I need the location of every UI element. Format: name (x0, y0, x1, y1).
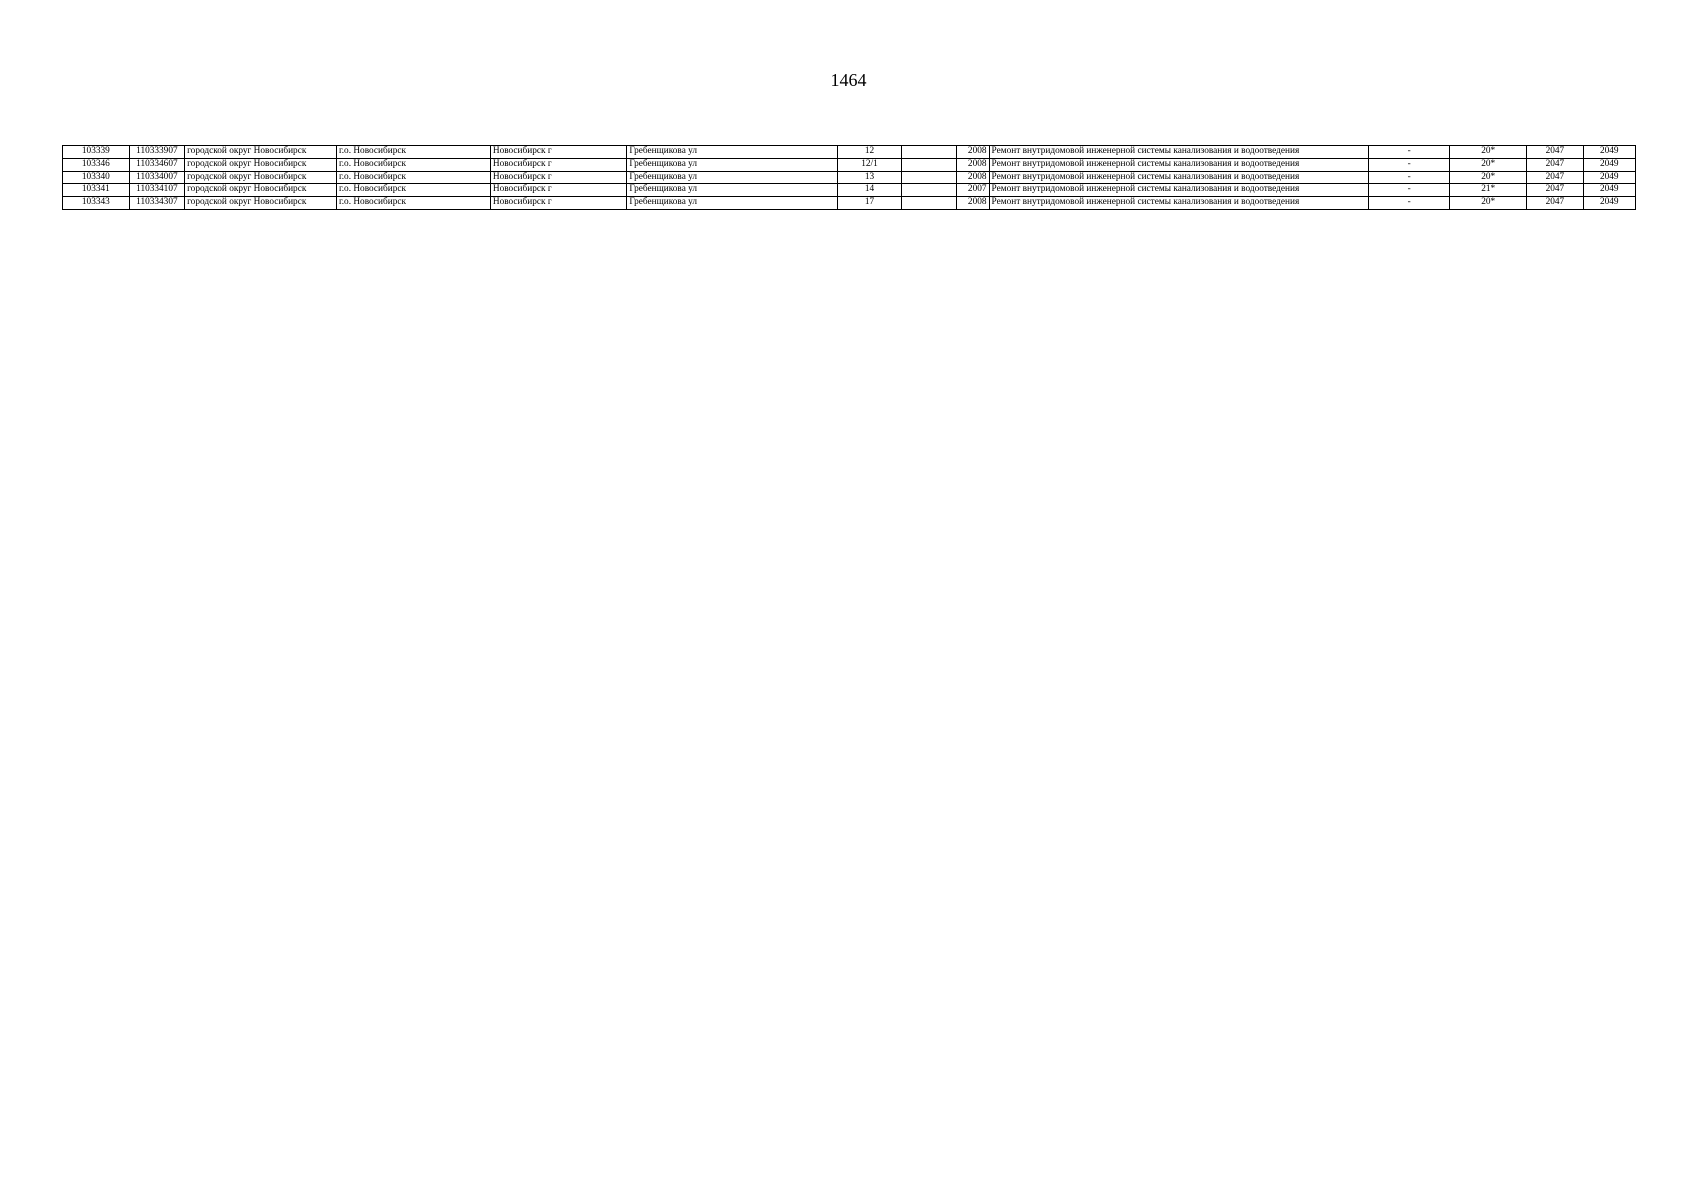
settlement-cell: Новосибирск г (490, 171, 626, 184)
street-cell: Гребенщикова ул (627, 197, 837, 210)
previous-repair-year-cell: - (1369, 171, 1450, 184)
previous-repair-year-cell: - (1369, 158, 1450, 171)
plan-year-start-cell: 2047 (1527, 158, 1583, 171)
capital-repair-table (62, 145, 1636, 210)
wear-value-cell: 20* (1450, 171, 1527, 184)
house-code-cell: 110334107 (129, 184, 184, 197)
empty-cell-cell (902, 171, 956, 184)
street-cell: Гребенщикова ул (627, 158, 837, 171)
municipal-formation-cell: г.о. Новосибирск (336, 146, 490, 159)
house-code-cell: 110334607 (129, 158, 184, 171)
build-year-cell: 2008 (956, 197, 989, 210)
house-code-cell: 110334307 (129, 197, 184, 210)
street-cell: Гребенщикова ул (627, 184, 837, 197)
previous-repair-year-cell: - (1369, 197, 1450, 210)
empty-cell-cell (902, 146, 956, 159)
house-number-cell: 12 (837, 146, 902, 159)
municipal-formation-cell: г.о. Новосибирск (336, 158, 490, 171)
municipal-district-cell: городской округ Новосибирск (185, 184, 337, 197)
table-row (63, 171, 1636, 184)
table-row (63, 184, 1636, 197)
plan-year-end-cell: 2049 (1583, 197, 1635, 210)
settlement-cell: Новосибирск г (490, 197, 626, 210)
object-code-cell: 103346 (63, 158, 130, 171)
house-number-cell: 12/1 (837, 158, 902, 171)
house-number-cell: 13 (837, 171, 902, 184)
plan-year-end-cell: 2049 (1583, 171, 1635, 184)
municipal-formation-cell: г.о. Новосибирск (336, 184, 490, 197)
house-code-cell: 110333907 (129, 146, 184, 159)
work-type-cell: Ремонт внутридомовой инженерной системы канализования и водоотведения (989, 158, 1369, 171)
municipal-formation-cell: г.о. Новосибирск (336, 171, 490, 184)
settlement-cell: Новосибирск г (490, 184, 626, 197)
table-row (63, 197, 1636, 210)
municipal-district-cell: городской округ Новосибирск (185, 146, 337, 159)
municipal-district-cell: городской округ Новосибирск (185, 158, 337, 171)
plan-year-end-cell: 2049 (1583, 158, 1635, 171)
object-code-cell: 103340 (63, 171, 130, 184)
work-type-cell: Ремонт внутридомовой инженерной системы канализования и водоотведения (989, 146, 1369, 159)
work-type-cell: Ремонт внутридомовой инженерной системы канализования и водоотведения (989, 197, 1369, 210)
object-code-cell: 103339 (63, 146, 130, 159)
previous-repair-year-cell: - (1369, 184, 1450, 197)
settlement-cell: Новосибирск г (490, 158, 626, 171)
work-type-cell: Ремонт внутридомовой инженерной системы канализования и водоотведения (989, 184, 1369, 197)
street-cell: Гребенщикова ул (627, 146, 837, 159)
municipal-district-cell: городской округ Новосибирск (185, 171, 337, 184)
plan-year-start-cell: 2047 (1527, 197, 1583, 210)
plan-year-end-cell: 2049 (1583, 146, 1635, 159)
street-cell: Гребенщикова ул (627, 171, 837, 184)
house-code-cell: 110334007 (129, 171, 184, 184)
page-number: 1464 (830, 70, 867, 90)
object-code-cell: 103341 (63, 184, 130, 197)
empty-cell-cell (902, 197, 956, 210)
table-row (63, 146, 1636, 159)
plan-year-end-cell: 2049 (1583, 184, 1635, 197)
plan-year-start-cell: 2047 (1527, 146, 1583, 159)
previous-repair-year-cell: - (1369, 146, 1450, 159)
wear-value-cell: 20* (1450, 146, 1527, 159)
wear-value-cell: 21* (1450, 184, 1527, 197)
house-number-cell: 14 (837, 184, 902, 197)
municipal-formation-cell: г.о. Новосибирск (336, 197, 490, 210)
build-year-cell: 2008 (956, 146, 989, 159)
table-body (63, 146, 1636, 210)
build-year-cell: 2007 (956, 184, 989, 197)
settlement-cell: Новосибирск г (490, 146, 626, 159)
empty-cell-cell (902, 184, 956, 197)
object-code-cell: 103343 (63, 197, 130, 210)
plan-year-start-cell: 2047 (1527, 171, 1583, 184)
house-number-cell: 17 (837, 197, 902, 210)
wear-value-cell: 20* (1450, 197, 1527, 210)
empty-cell-cell (902, 158, 956, 171)
plan-year-start-cell: 2047 (1527, 184, 1583, 197)
build-year-cell: 2008 (956, 171, 989, 184)
build-year-cell: 2008 (956, 158, 989, 171)
capital-repair-table-container (62, 145, 1636, 210)
work-type-cell: Ремонт внутридомовой инженерной системы канализования и водоотведения (989, 171, 1369, 184)
wear-value-cell: 20* (1450, 158, 1527, 171)
table-row (63, 158, 1636, 171)
municipal-district-cell: городской округ Новосибирск (185, 197, 337, 210)
